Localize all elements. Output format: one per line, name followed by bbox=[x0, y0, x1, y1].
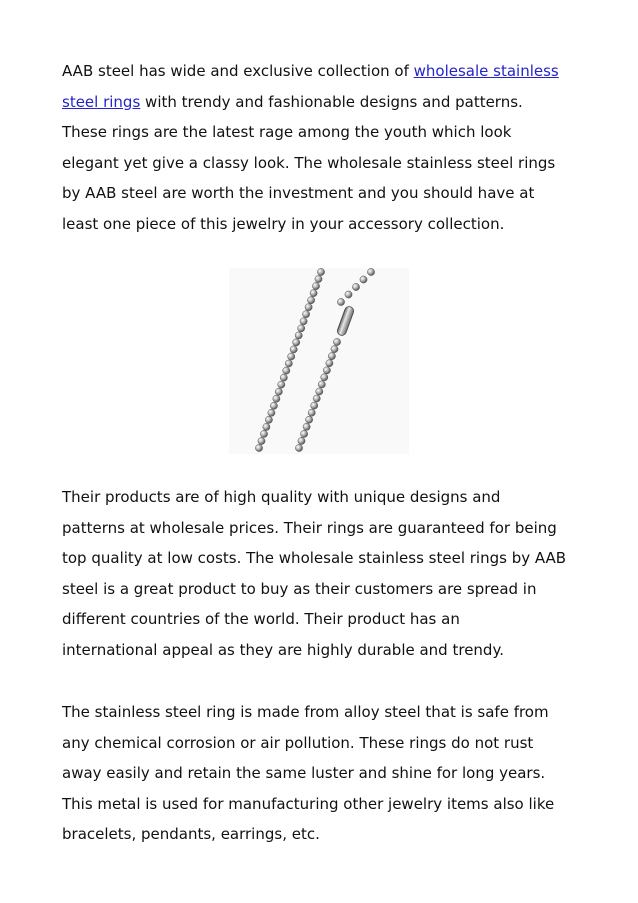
chain-bead bbox=[328, 353, 335, 360]
chain-bead bbox=[315, 275, 322, 282]
chain-bead bbox=[270, 402, 277, 409]
chain-bead bbox=[303, 423, 310, 430]
paragraph-line: Their products are of high quality with unique designs and bbox=[62, 488, 501, 506]
paragraph-line: These rings are the latest rage among the youth which look bbox=[62, 123, 512, 142]
chain-bead bbox=[313, 395, 320, 402]
chain-bead bbox=[300, 318, 307, 325]
paragraph-line: AAB steel has wide and exclusive collection of wholesale stainless bbox=[62, 62, 559, 80]
chain-bead bbox=[352, 283, 359, 290]
chain-bead bbox=[305, 304, 312, 311]
chain-strand-right bbox=[295, 268, 374, 451]
chain-bead bbox=[316, 388, 323, 395]
chain-bead bbox=[298, 437, 305, 444]
chain-bead bbox=[258, 437, 265, 444]
chain-bead bbox=[295, 444, 302, 451]
chain-bead bbox=[308, 409, 315, 416]
paragraph-intro bbox=[62, 56, 592, 240]
chain-bead bbox=[312, 283, 319, 290]
chain-bead bbox=[283, 367, 290, 374]
chain-bead bbox=[255, 444, 262, 451]
chain-bead bbox=[298, 325, 305, 332]
chain-bead bbox=[318, 381, 325, 388]
chain-bead bbox=[333, 338, 340, 345]
chain-bead bbox=[275, 388, 282, 395]
paragraph-line: different countries of the world. Their product has an bbox=[62, 610, 460, 629]
ball-chain-image bbox=[229, 268, 409, 454]
paragraph-line: least one piece of this jewelry in your accessory collection. bbox=[62, 214, 505, 233]
chain-bead bbox=[321, 374, 328, 381]
ball-chain-necklace-icon bbox=[229, 268, 409, 454]
chain-bead bbox=[293, 339, 300, 346]
chain-bead bbox=[301, 430, 308, 437]
paragraph-line: by AAB steel are worth the investment and you should have at bbox=[62, 184, 535, 203]
paragraph-line: away easily and retain the same luster and shine for long years. bbox=[62, 764, 546, 783]
paragraph-line: elegant yet give a classy look. The wholesale stainless steel rings bbox=[62, 153, 556, 172]
chain-bead bbox=[345, 291, 352, 298]
chain-bead bbox=[303, 311, 310, 318]
chain-bead bbox=[360, 276, 367, 283]
wholesale-rings-link-continued[interactable]: steel rings bbox=[62, 92, 141, 111]
chain-bead bbox=[326, 360, 333, 367]
paragraph-line: steel is a great product to buy as their customers are spread in bbox=[62, 579, 537, 598]
chain-bead bbox=[317, 268, 324, 275]
chain-strand-left bbox=[255, 268, 324, 451]
chain-bead bbox=[288, 353, 295, 360]
paragraph-line: any chemical corrosion or air pollution. These rings do not rust bbox=[62, 733, 534, 752]
paragraph-quality bbox=[62, 482, 592, 666]
chain-bead bbox=[268, 409, 275, 416]
chain-bead bbox=[265, 416, 272, 423]
chain-bead bbox=[285, 360, 292, 367]
paragraph-line: international appeal as they are highly durable and trendy. bbox=[62, 640, 504, 659]
chain-bead bbox=[260, 430, 267, 437]
paragraph-line: This metal is used for manufacturing other jewelry items also like bbox=[62, 794, 555, 813]
chain-bead bbox=[308, 297, 315, 304]
chain-clasp bbox=[336, 305, 355, 336]
wholesale-rings-link[interactable]: wholesale stainless bbox=[413, 62, 559, 80]
paragraph-line: top quality at low costs. The wholesale stainless steel rings by AAB bbox=[62, 549, 567, 568]
paragraph-line: patterns at wholesale prices. Their rings are guaranteed for being bbox=[62, 518, 557, 537]
paragraph-line: steel rings with trendy and fashionable designs and patterns. bbox=[62, 92, 523, 111]
chain-bead bbox=[278, 381, 285, 388]
paragraph-line: bracelets, pendants, earrings, etc. bbox=[62, 825, 320, 844]
chain-bead bbox=[337, 298, 344, 305]
chain-bead bbox=[263, 423, 270, 430]
chain-bead bbox=[273, 395, 280, 402]
chain-bead bbox=[323, 367, 330, 374]
paragraph-material bbox=[62, 697, 592, 850]
chain-bead bbox=[367, 268, 374, 275]
chain-bead bbox=[280, 374, 287, 381]
chain-bead bbox=[306, 416, 313, 423]
chain-bead bbox=[331, 346, 338, 353]
chain-bead bbox=[295, 332, 302, 339]
chain-bead bbox=[310, 290, 317, 297]
paragraph-line: The stainless steel ring is made from alloy steel that is safe from bbox=[62, 703, 549, 721]
chain-bead bbox=[290, 346, 297, 353]
chain-bead bbox=[311, 402, 318, 409]
